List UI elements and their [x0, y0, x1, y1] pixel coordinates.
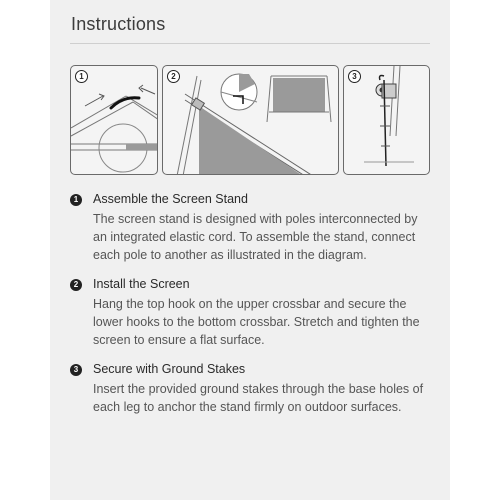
step-ground-stakes — [70, 362, 430, 416]
step-header — [70, 362, 430, 380]
diagram-badge: 3 — [348, 70, 361, 83]
diagram-badge: 2 — [167, 70, 180, 83]
screen-install-illustration — [163, 66, 339, 175]
step-header — [70, 277, 430, 295]
diagram-assemble-poles — [70, 65, 158, 175]
title-divider — [70, 43, 430, 44]
diagram-badge: 1 — [75, 70, 88, 83]
instruction-sheet — [50, 0, 450, 500]
step-header — [70, 192, 430, 210]
diagram-install-screen — [162, 65, 339, 175]
page-title: Instructions — [71, 14, 166, 34]
step-title: Secure with Ground Stakes — [93, 362, 246, 376]
step-number-badge: 3 — [70, 364, 82, 376]
step-install-screen — [70, 277, 430, 349]
step-number-badge: 1 — [70, 194, 82, 206]
step-description: Hang the top hook on the upper crossbar and secure the lower hooks to the bottom crossbar. Stretch and tighten the screen to ensure a flat surface. — [93, 297, 420, 347]
step-number-badge: 2 — [70, 279, 82, 291]
step-title: Assemble the Screen Stand — [93, 192, 248, 206]
step-description: Insert the provided ground stakes through the base holes of each leg to anchor the stand firmly on outdoor surfaces. — [93, 382, 424, 414]
step-title: Install the Screen — [93, 277, 190, 291]
step-assemble — [70, 192, 430, 264]
diagram-ground-stakes — [343, 65, 430, 175]
step-description: The screen stand is designed with poles interconnected by an integrated elastic cord. To assemble the stand, connect each pole to another as illustrated in the diagram. — [93, 212, 418, 262]
